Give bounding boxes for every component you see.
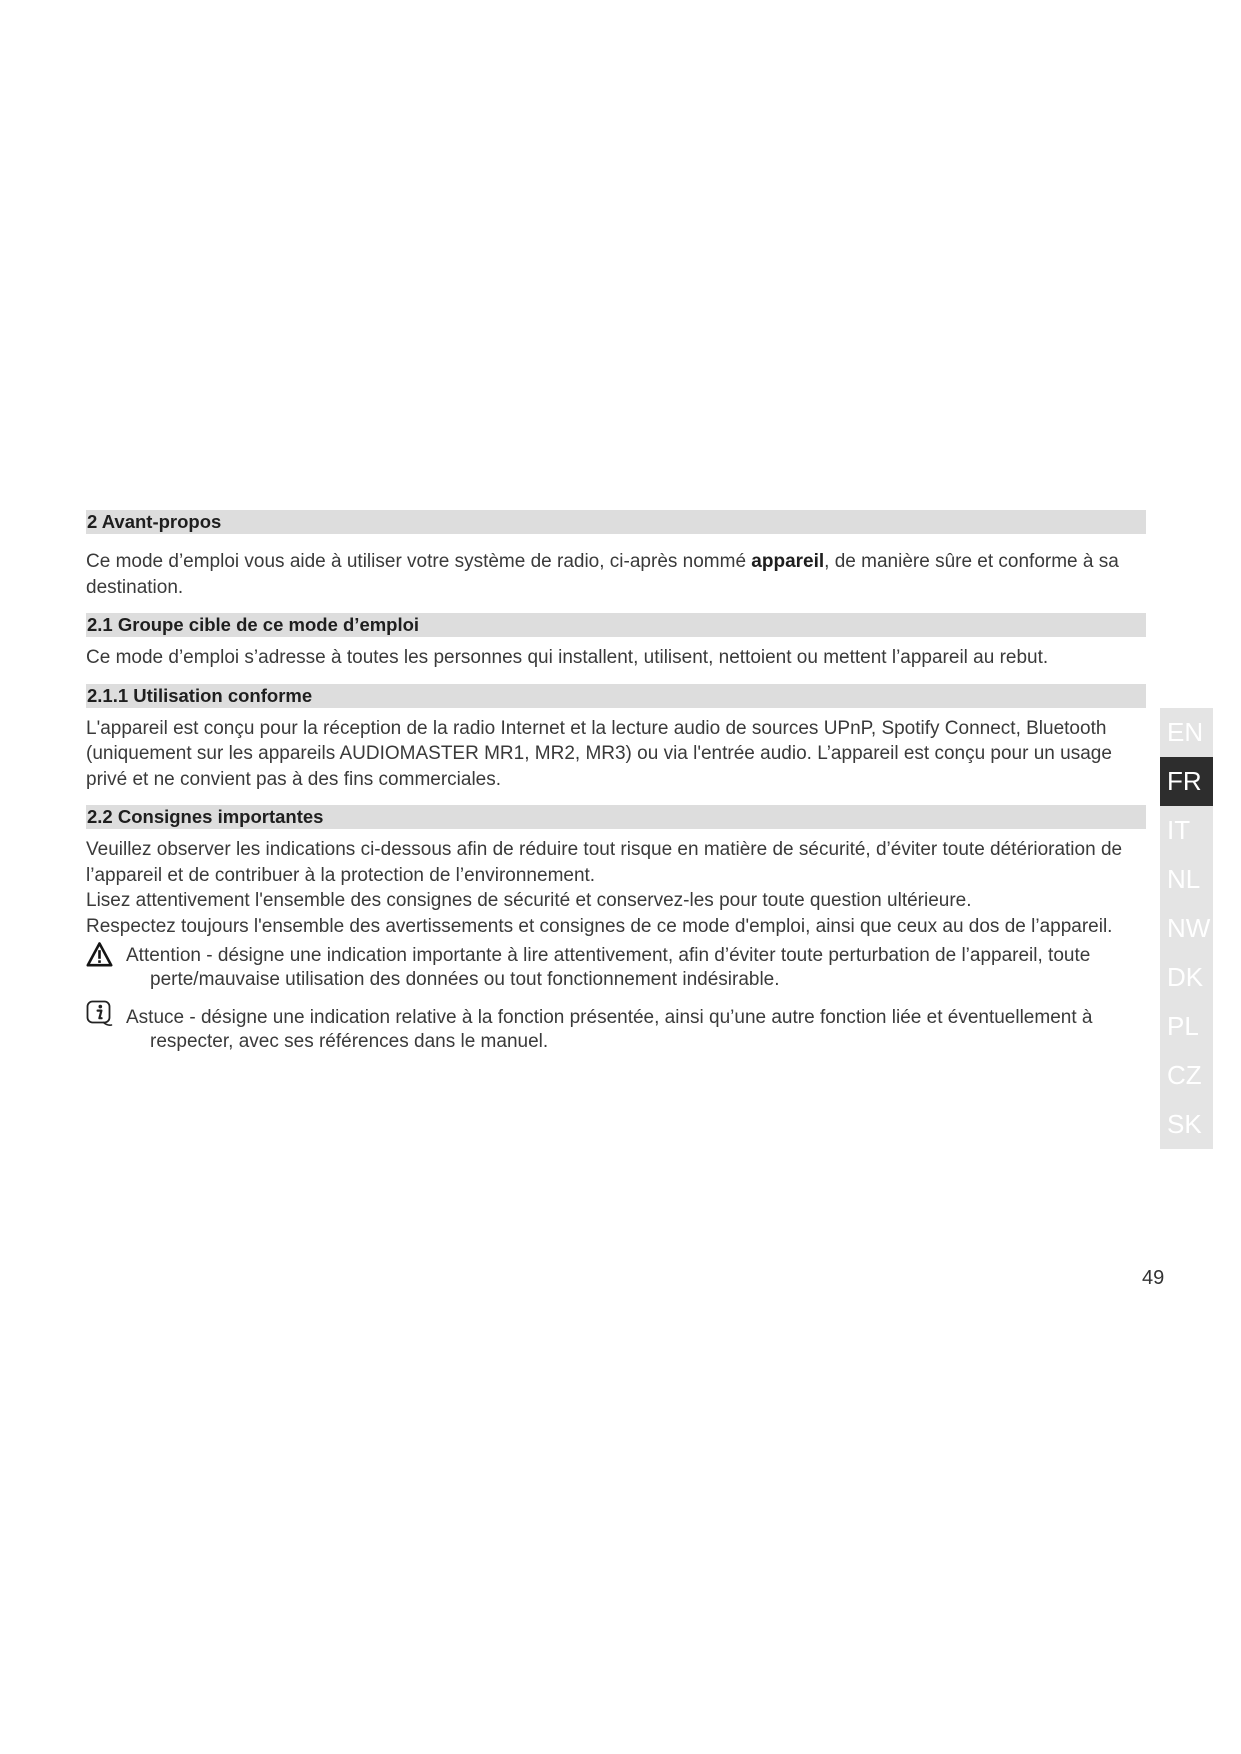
intro-text-start: Ce mode d’emploi vous aide à utiliser votre système de radio, ci-après nommé (86, 551, 752, 572)
language-tab-dk: DK (1167, 962, 1204, 992)
intro-bold-term: appareil (751, 551, 825, 572)
section-heading-avant-propos: 2 Avant-propos (86, 510, 1146, 534)
language-index-bar (1160, 708, 1213, 1149)
astuce-note (86, 1006, 1146, 1054)
intro-paragraph (86, 549, 1146, 600)
section-heading-consignes: 2.2 Consignes importantes (86, 805, 1146, 829)
language-tab-it: IT (1167, 815, 1191, 845)
info-icon (86, 1000, 113, 1027)
warning-icon (86, 941, 113, 968)
language-tab-cz: CZ (1167, 1060, 1202, 1090)
consignes-paragraph: Lisez attentivement l'ensemble des consignes de sécurité et conservez-les pour toute question ultérieure. (86, 890, 972, 911)
consignes-paragraph: Respectez toujours l'ensemble des avertissements et consignes de ce mode d'emploi, ainsi que ceux au dos de l’appareil. (86, 915, 1113, 937)
language-tab-fr: FR (1160, 757, 1213, 806)
intro-text-end: , de manière sûre et conforme à sa destination. (86, 551, 1119, 598)
groupe-cible-paragraph: Ce mode d’emploi s’adresse à toutes les personnes qui installent, utilisent, nettoient ou mettent l’appareil au rebut. (86, 647, 1049, 668)
consignes-paragraph: Veuillez observer les indications ci-dessous afin de réduire tout risque en matière de sécurité, d’éviter toute détérioration de l’appareil et de contribuer à la protection de l’environnement. (86, 839, 1123, 886)
utilisation-paragraph: L'appareil est conçu pour la réception de la radio Internet et la lecture audio de sources UPnP, Spotify Connect, Bluetooth (uniquement sur les appareils AUDIOMASTER MR1, MR2, MR3) ou via l'entrée audio. L’appareil est conçu pour un usage privé et ne convient pas à des fins commerciales. (86, 717, 1112, 790)
section-heading-utilisation-conforme: 2.1.1 Utilisation conforme (86, 684, 1146, 708)
manual-content (86, 510, 1146, 1054)
attention-note (86, 944, 1146, 992)
language-tab-sk: SK (1167, 1109, 1202, 1139)
language-tab-en: EN (1167, 717, 1204, 747)
page-number: 49 (1142, 1267, 1165, 1289)
section-heading-groupe-cible: 2.1 Groupe cible de ce mode d’emploi (86, 613, 1146, 637)
language-tab-nw: NW (1167, 913, 1211, 943)
attention-note-text: Attention - désigne une indication importante à lire attentivement, afin d’éviter toute perturbation de l’appareil, toute perte/mauvaise utilisation des données ou tout fonctionnement indésirable. (126, 945, 1091, 990)
astuce-note-text: Astuce - désigne une indication relative à la fonction présentée, ainsi qu’une autre fonction liée et éventuellement à respecter, avec ses références dans le manuel. (126, 1007, 1093, 1052)
language-tab-nl: NL (1167, 864, 1201, 894)
language-tab-pl: PL (1167, 1011, 1199, 1041)
